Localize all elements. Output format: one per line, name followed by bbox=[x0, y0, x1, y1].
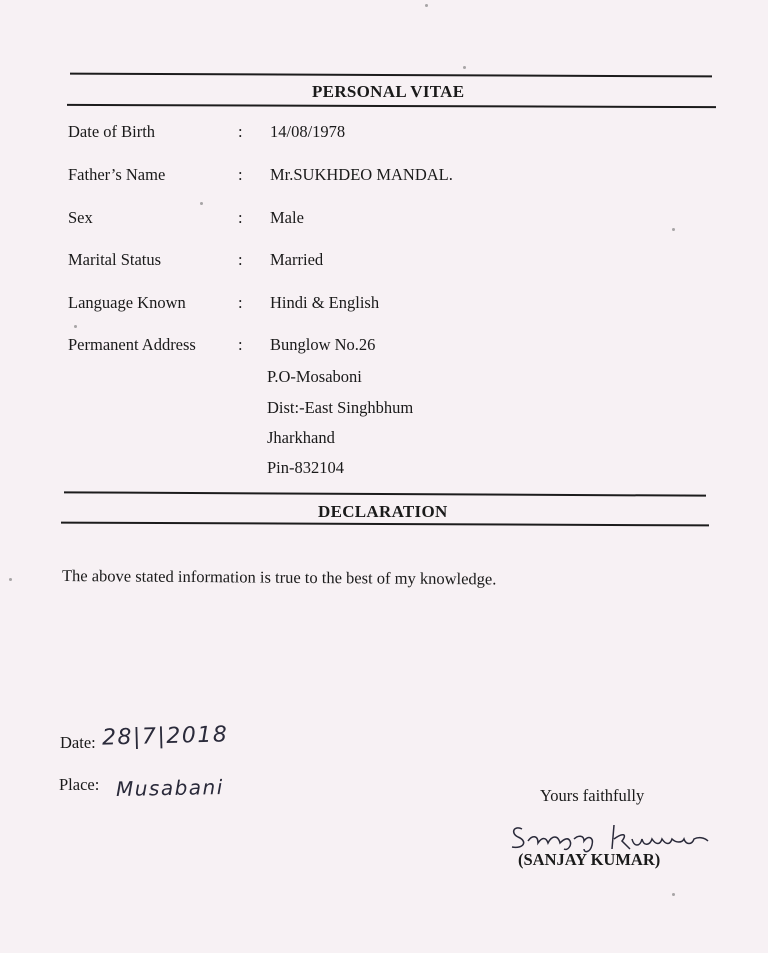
declaration-text: The above stated information is true to the best of my knowledge. bbox=[61, 566, 497, 589]
declaration-heading: DECLARATION bbox=[318, 502, 448, 521]
field-label: Marital Status bbox=[68, 250, 162, 269]
scan-speck bbox=[74, 325, 77, 328]
field-value: Mr.SUKHDEO MANDAL. bbox=[270, 165, 453, 184]
field-separator: : bbox=[238, 250, 243, 269]
date-value-handwritten: 28|7|2018 bbox=[101, 722, 229, 751]
field-separator: : bbox=[238, 208, 243, 227]
scan-speck bbox=[672, 228, 675, 231]
scan-speck bbox=[200, 202, 203, 205]
field-separator: : bbox=[238, 293, 243, 312]
place-value-handwritten: Musabani bbox=[115, 775, 224, 801]
scan-speck bbox=[425, 4, 428, 7]
field-label: Date of Birth bbox=[68, 122, 156, 141]
signature bbox=[508, 815, 728, 855]
signatory-name: (SANJAY KUMAR) bbox=[518, 850, 661, 869]
field-value: Married bbox=[270, 250, 324, 269]
declaration-rule-upper bbox=[64, 491, 706, 496]
scan-speck bbox=[463, 66, 466, 69]
field-label: Sex bbox=[68, 208, 93, 227]
address-line: Pin-832104 bbox=[267, 458, 345, 477]
field-separator: : bbox=[238, 122, 243, 141]
field-value: 14/08/1978 bbox=[270, 122, 346, 141]
scan-speck bbox=[9, 578, 12, 581]
field-value: Bunglow No.26 bbox=[270, 335, 376, 354]
address-line: Dist:-East Singhbhum bbox=[267, 398, 414, 417]
field-separator: : bbox=[238, 335, 243, 354]
closing-text: Yours faithfully bbox=[540, 786, 645, 805]
field-value: Male bbox=[270, 208, 304, 227]
scan-speck bbox=[672, 893, 675, 896]
field-value: Hindi & English bbox=[270, 293, 380, 312]
address-line: Jharkhand bbox=[267, 428, 335, 447]
field-label: Father’s Name bbox=[68, 165, 166, 184]
top-rule-upper bbox=[70, 73, 712, 78]
personal-vitae-heading: PERSONAL VITAE bbox=[312, 82, 465, 101]
top-rule-lower bbox=[67, 104, 716, 108]
date-label: Date: bbox=[60, 733, 96, 752]
field-label: Permanent Address bbox=[68, 335, 196, 354]
place-label: Place: bbox=[59, 775, 100, 794]
declaration-rule-lower bbox=[61, 522, 709, 527]
field-label: Language Known bbox=[68, 293, 186, 312]
field-separator: : bbox=[238, 165, 243, 184]
address-line: P.O-Mosaboni bbox=[267, 367, 362, 386]
